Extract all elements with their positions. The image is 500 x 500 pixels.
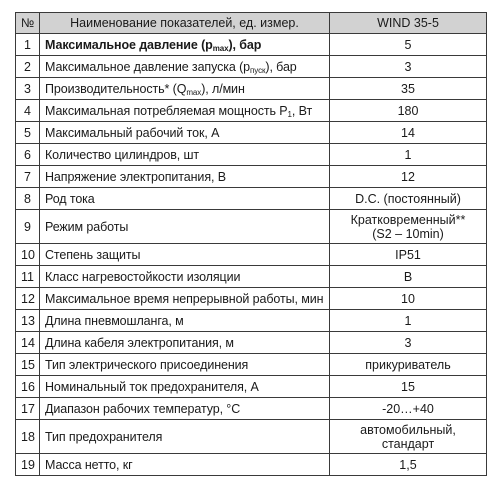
table-row (16, 56, 487, 78)
row-number: 2 (16, 56, 40, 78)
row-parameter-text: Максимальное давление запуска (p (45, 59, 251, 74)
row-value (330, 420, 487, 454)
row-value: IP51 (330, 244, 487, 266)
row-value: 1 (330, 144, 487, 166)
row-parameter: Максимальный рабочий ток, А (40, 122, 330, 144)
row-value-line-1: Кратковременный** (350, 212, 466, 227)
row-parameter: Напряжение электропитания, В (40, 166, 330, 188)
row-number: 12 (16, 288, 40, 310)
header-model: WIND 35-5 (330, 13, 487, 34)
row-value: 10 (330, 288, 487, 310)
row-parameter: Степень защиты (40, 244, 330, 266)
table-row (16, 354, 487, 376)
row-number: 15 (16, 354, 40, 376)
row-value-line-2: (S2 – 10min) (372, 226, 444, 241)
row-parameter: Диапазон рабочих температур, °С (40, 398, 330, 420)
row-value: 14 (330, 122, 487, 144)
header-number: № (16, 13, 40, 34)
row-parameter (40, 78, 330, 100)
row-parameter: Класс нагревостойкости изоляции (40, 266, 330, 288)
table-row (16, 210, 487, 244)
row-value: 3 (330, 332, 487, 354)
table-row (16, 188, 487, 210)
row-parameter: Род тока (40, 188, 330, 210)
table-row (16, 266, 487, 288)
row-parameter-unit: ), бар (265, 59, 297, 74)
row-parameter-unit: ), л/мин (201, 81, 245, 96)
row-number: 9 (16, 210, 40, 244)
row-parameter: Режим работы (40, 210, 330, 244)
row-parameter (40, 34, 330, 56)
row-number: 14 (16, 332, 40, 354)
row-parameter-unit: , Вт (291, 103, 313, 118)
row-number: 8 (16, 188, 40, 210)
row-parameter: Масса нетто, кг (40, 454, 330, 476)
table-row (16, 288, 487, 310)
row-number: 13 (16, 310, 40, 332)
table-row (16, 166, 487, 188)
row-number: 4 (16, 100, 40, 122)
row-parameter: Длина кабеля электропитания, м (40, 332, 330, 354)
table-row (16, 100, 487, 122)
row-number: 6 (16, 144, 40, 166)
table-row (16, 420, 487, 454)
table-row (16, 398, 487, 420)
table-row (16, 454, 487, 476)
row-parameter: Длина пневмошланга, м (40, 310, 330, 332)
row-value: 12 (330, 166, 487, 188)
table-row (16, 332, 487, 354)
row-number: 3 (16, 78, 40, 100)
row-parameter-subscript: max (212, 43, 229, 53)
row-number: 1 (16, 34, 40, 56)
row-parameter: Тип предохранителя (40, 420, 330, 454)
row-parameter: Тип электрического присоединения (40, 354, 330, 376)
row-parameter: Максимальное время непрерывной работы, мин (40, 288, 330, 310)
row-parameter-subscript: пуск (250, 65, 266, 75)
table-row (16, 34, 487, 56)
row-value: 5 (330, 34, 487, 56)
row-parameter: Количество цилиндров, шт (40, 144, 330, 166)
row-value-line-1: автомобильный, (360, 422, 456, 437)
row-parameter-text: Производительность* (Q (45, 81, 187, 96)
table-header-row (16, 13, 487, 34)
table-row (16, 122, 487, 144)
row-value: 15 (330, 376, 487, 398)
row-parameter: Номинальный ток предохранителя, А (40, 376, 330, 398)
row-parameter-subscript: 1 (287, 109, 292, 119)
row-parameter-text: Максимальная потребляемая мощность P (45, 103, 288, 118)
row-number: 5 (16, 122, 40, 144)
row-value: 1 (330, 310, 487, 332)
row-number: 7 (16, 166, 40, 188)
table-row (16, 244, 487, 266)
row-number: 19 (16, 454, 40, 476)
row-value: 1,5 (330, 454, 487, 476)
row-value: 3 (330, 56, 487, 78)
row-number: 18 (16, 420, 40, 454)
row-parameter-subscript: max (186, 87, 202, 97)
row-number: 10 (16, 244, 40, 266)
table-row (16, 78, 487, 100)
row-value: -20…+40 (330, 398, 487, 420)
row-value-line-2: стандарт (381, 436, 435, 451)
table-row (16, 144, 487, 166)
row-parameter-text: Максимальное давление (p (45, 37, 213, 52)
row-value (330, 210, 487, 244)
row-number: 17 (16, 398, 40, 420)
row-value: прикуриватель (330, 354, 487, 376)
row-number: 16 (16, 376, 40, 398)
spec-table (15, 12, 487, 476)
table-row (16, 310, 487, 332)
row-parameter (40, 100, 330, 122)
row-parameter-unit: ), бар (228, 37, 262, 52)
row-value: D.C. (постоянный) (330, 188, 487, 210)
row-value: B (330, 266, 487, 288)
row-value: 180 (330, 100, 487, 122)
row-number: 11 (16, 266, 40, 288)
row-parameter (40, 56, 330, 78)
row-value: 35 (330, 78, 487, 100)
header-parameter-name: Наименование показателей, ед. измер. (40, 13, 330, 34)
table-row (16, 376, 487, 398)
